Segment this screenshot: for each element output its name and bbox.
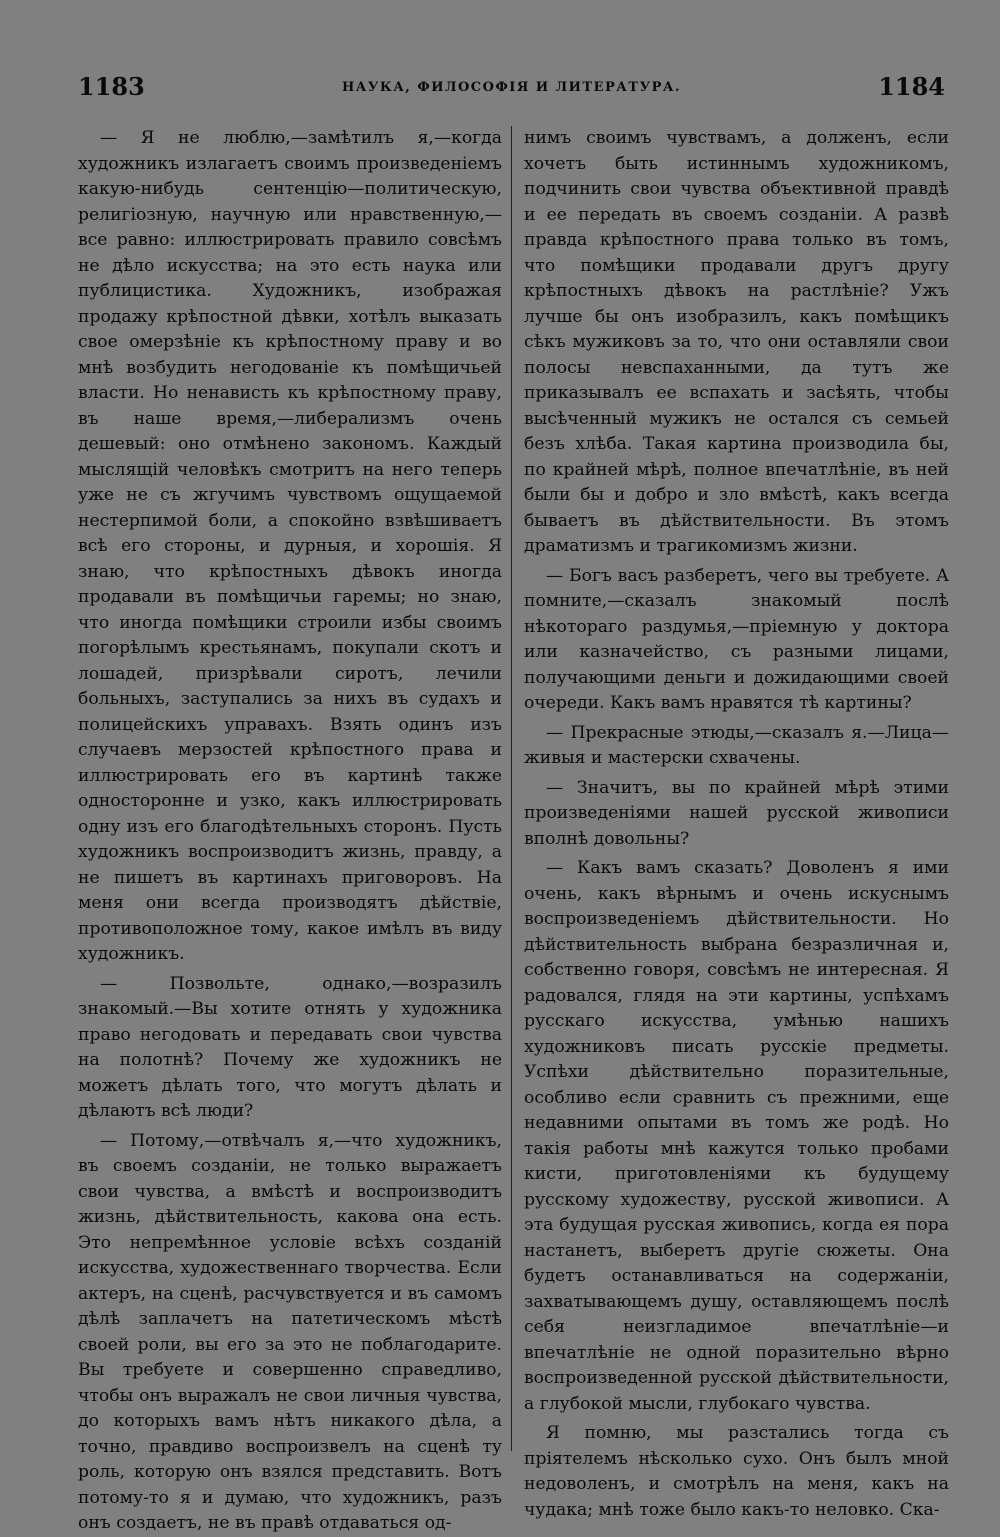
page-number-right: 1184	[878, 72, 945, 101]
paragraph: — Значитъ, вы по крайней мѣрѣ этими произведеніями нашей русской живописи вполнѣ довольны?	[524, 777, 949, 849]
right-column	[524, 126, 949, 1520]
paragraph: — Потому,—отвѣчалъ я,—что художникъ, въ своемъ созданіи, не только выражаетъ свои чувства, а вмѣстѣ и воспроизводитъ жизнь, дѣйствительность, какова она есть. Это непремѣнное условіе всѣхъ созданій искусства, художественнаго творчества. Если актеръ, на сценѣ, расчувствуется и въ самомъ дѣлѣ заплачетъ на патетическомъ мѣстѣ своей роли, вы его за это не поблагодарите. Вы требуете и совершенно справедливо, чтобы онъ выражалъ не свои личныя чувства, до которыхъ вамъ нѣтъ никакого дѣла, а точно, правдиво воспроизвелъ на сценѣ ту роль, которую онъ взялся представить. Вотъ потому-то я и думаю, что художникъ, разъ онъ создаетъ, не въ правѣ отдаваться од-	[78, 1130, 502, 1533]
paragraph: — Какъ вамъ сказать? Доволенъ я ими очень, какъ вѣрнымъ и очень искуснымъ воспроизведеніемъ дѣйствительности. Но дѣйствительность выбрана безразличная и, собственно говоря, совсѣмъ не интересная. Я радовался, глядя на эти картины, успѣхамъ русскаго искусства, умѣнью нашихъ художниковъ писать русскіе предметы. Успѣхи дѣйствительно поразительные, особливо если сравнить съ прежними, еще недавними опытами въ томъ же родѣ. Но такія работы мнѣ кажутся только пробами кисти, приготовленіями къ будущему русскому художеству, русской живописи. А эта будущая русская живопись, когда ея пора настанетъ, выберетъ другіе сюжеты. Она будетъ останавливаться на содержаніи, захватывающемъ душу, оставляющемъ послѣ себя неизгладимое впечатлѣніе—и впечатлѣніе не одной поразительно вѣрно воспроизведенной русской дѣйствительности, а глубокой мысли, глубокаго чувства.	[524, 858, 949, 1414]
left-column	[78, 126, 502, 1533]
paragraph: — Позвольте, однако,—возразилъ знакомый.—Вы хотите отнять у художника право негодовать и передавать свои чувства на полотнѣ? Почему же художникъ не можетъ дѣлать того, что могутъ дѣлать и дѣлаютъ всѣ люди?	[78, 973, 502, 1121]
page-header	[78, 72, 945, 112]
page-number-left: 1183	[78, 72, 145, 101]
paragraph: — Богъ васъ разберетъ, чего вы требуете. А помните,—сказалъ знакомый послѣ нѣкотораго раздумья,—пріемную у доктора или казначейство, съ разными лицами, получающими деньги и дожидающими своей очереди. Какъ вамъ нравятся тѣ картины?	[524, 565, 949, 713]
paragraph: — Прекрасные этюды,—сказалъ я.—Лица—живыя и мастерски схвачены.	[524, 722, 949, 768]
column-divider	[511, 126, 512, 1451]
paragraph: — Я не люблю,—замѣтилъ я,—когда художникъ излагаетъ своимъ произведеніемъ какую-нибудь сентенцію—политическую, религіозную, научную или нравственную,—все равно: иллюстрировать правило совсѣмъ не дѣло искусства; на это есть наука или публицистика. Художникъ, изображая продажу крѣпостной дѣвки, хотѣлъ выказать свое омерзѣніе къ крѣпостному праву и во мнѣ возбудить негодованіе къ помѣщичьей власти. Но ненависть къ крѣпостному праву, въ наше время,—либерализмъ очень дешевый: оно отмѣнено закономъ. Каждый мыслящій человѣкъ смотритъ на него теперь уже не съ жгучимъ чувствомъ ощущаемой нестерпимой боли, а спокойно взвѣшиваетъ всѣ его стороны, и дурныя, и хорошія. Я знаю, что крѣпостныхъ дѣвокъ иногда продавали въ помѣщичьи гаремы; но знаю, что иногда помѣщики строили избы своимъ погорѣлымъ крестьянамъ, покупали скотъ и лошадей, призрѣвали сиротъ, лечили больныхъ, заступались за нихъ въ судахъ и полицейскихъ управахъ. Взять одинъ изъ случаевъ мерзостей крѣпостного права и иллюстрировать его въ картинѣ также односторонне и узко, какъ иллюстрировать одну изъ его благодѣтельныхъ сторонъ. Пусть художникъ воспроизводитъ жизнь, правду, а не пишетъ въ картинахъ приговоровъ. На меня они всегда производятъ дѣйствіе, противоположное тому, какое имѣлъ въ виду художникъ.	[78, 128, 502, 964]
running-title: НАУКА, ФИЛОСОФІЯ И ЛИТЕРАТУРА.	[341, 80, 682, 95]
paragraph: нимъ своимъ чувствамъ, а долженъ, если хочетъ быть истиннымъ художникомъ, подчинить свои чувства объективной правдѣ и ее передать въ своемъ созданіи. А развѣ правда крѣпостного права только въ томъ, что помѣщики продавали другъ другу крѣпостныхъ дѣвокъ на растлѣніе? Ужъ лучше бы онъ изобразилъ, какъ помѣщикъ сѣкъ мужиковъ за то, что они оставляли свои полосы невспаханными, да тутъ же приказывалъ ее вспахать и засѣять, чтобы высѣченный мужикъ не остался съ семьей безъ хлѣба. Такая картина производила бы, по крайней мѣрѣ, полное впечатлѣніе, въ ней были бы и добро и зло вмѣстѣ, какъ всегда бываетъ въ дѣйствительности. Въ этомъ драматизмъ и трагикомизмъ жизни.	[524, 128, 949, 556]
paragraph: Я помню, мы разстались тогда съ пріятелемъ нѣсколько сухо. Онъ былъ мной недоволенъ, и смотрѣлъ на меня, какъ на чудака; мнѣ тоже было какъ-то неловко. Ска-	[524, 1423, 949, 1520]
